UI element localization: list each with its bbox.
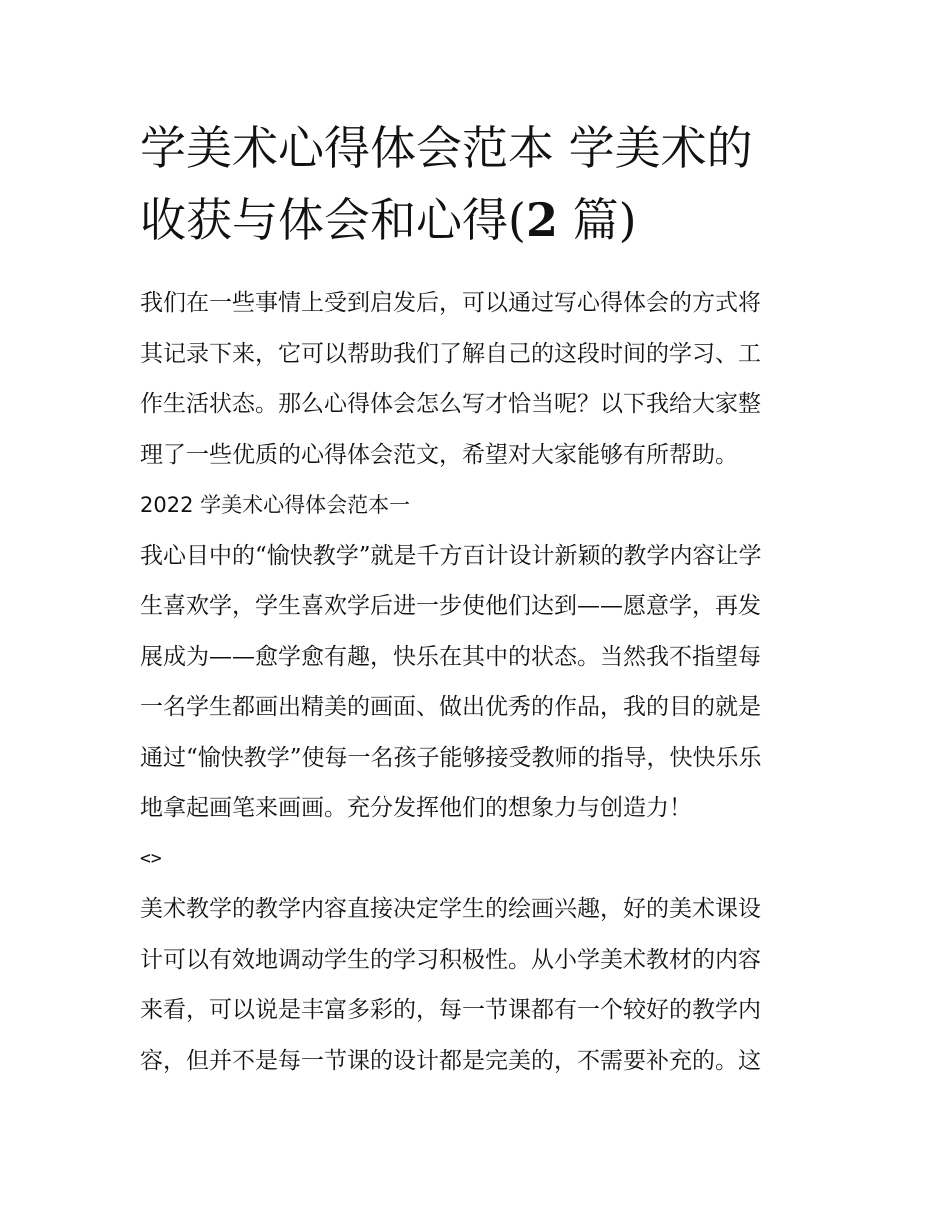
document-title xyxy=(140,112,840,256)
title-line-2-prefix: 收获与体会和心得( xyxy=(140,193,526,247)
title-line-1: 学美术心得体会范本 学美术的 xyxy=(140,121,753,175)
paragraph-2 xyxy=(140,884,812,1086)
paragraph-2-line: 计可以有效地调动学生的学习积极性。从小学美术教材的内容 xyxy=(140,946,761,973)
title-line-2 xyxy=(140,184,840,256)
section-heading: 2022 学美术心得体会范本一 xyxy=(140,493,411,517)
paragraph-1-line: 一名学生都画出精美的画面、做出优秀的作品，我的目的就是 xyxy=(140,694,761,720)
paragraph-1-line: 地拿起画笔来画画。充分发挥他们的想象力与创造力！ xyxy=(140,795,692,821)
document-body xyxy=(140,278,812,1086)
paragraph-1-line: 展成为——愈学愈有趣，快乐在其中的状态。当然我不指望每 xyxy=(140,643,761,670)
paragraph-1-line: 通过“愉快教学”使每一名孩子能够接受教师的指导，快快乐乐 xyxy=(140,744,762,771)
intro-line: 作生活状态。那么心得体会怎么写才恰当呢？以下我给大家整 xyxy=(140,391,761,417)
paragraph-1 xyxy=(140,531,812,834)
paragraph-2-line: 容，但并不是每一节课的设计都是完美的，不需要补充的。这 xyxy=(140,1047,761,1074)
angle-bracket-marker: <> xyxy=(140,847,162,869)
paragraph-1-line: 我心目中的“愉快教学”就是千方百计设计新颖的教学内容让学 xyxy=(140,542,762,569)
intro-line: 理了一些优质的心得体会范文，希望对大家能够有所帮助。 xyxy=(140,441,738,468)
paragraph-1-line: 生喜欢学，学生喜欢学后进一步使他们达到——愿意学，再发 xyxy=(140,593,761,619)
title-line-2-suffix: 篇) xyxy=(557,193,637,247)
title-count: 2 xyxy=(525,193,558,247)
intro-paragraph xyxy=(140,278,812,480)
paragraph-2-line: 来看，可以说是丰富多彩的，每一节课都有一个较好的教学内 xyxy=(140,997,761,1023)
paragraph-2-line: 美术教学的教学内容直接决定学生的绘画兴趣，好的美术课设 xyxy=(140,896,761,922)
intro-line: 其记录下来，它可以帮助我们了解自己的这段时间的学习、工 xyxy=(140,340,761,367)
intro-line: 我们在一些事情上受到启发后，可以通过写心得体会的方式将 xyxy=(140,290,761,316)
